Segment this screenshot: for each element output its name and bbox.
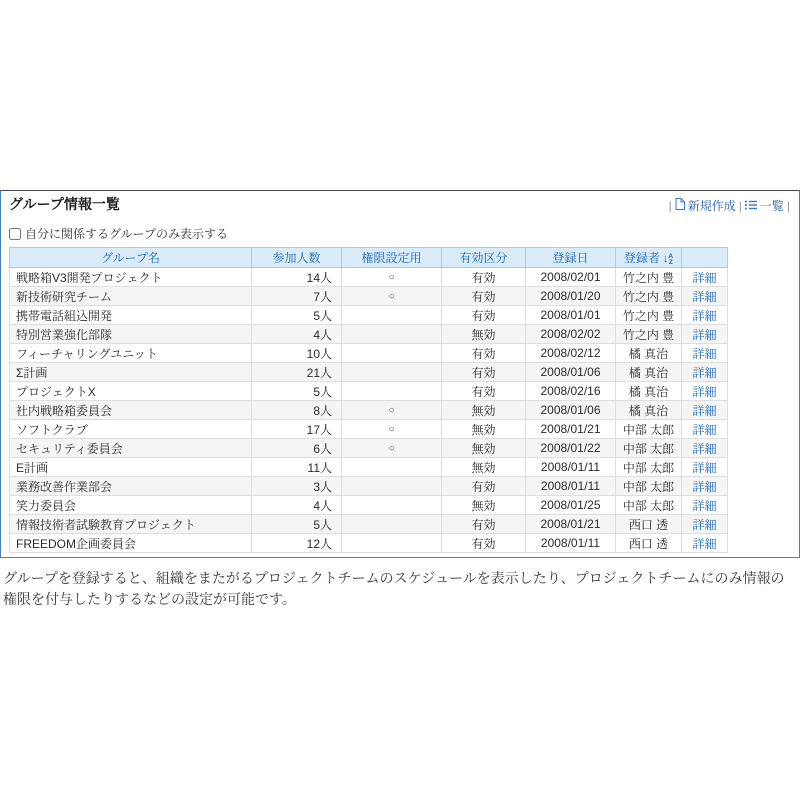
table-row <box>10 496 728 515</box>
separator: | <box>668 198 672 213</box>
detail-cell <box>682 458 728 477</box>
status-cell: 有効 <box>442 306 526 325</box>
register-date-cell: 2008/01/20 <box>526 287 616 306</box>
detail-link[interactable]: 詳細 <box>692 403 717 418</box>
permission-flag-cell <box>342 534 442 553</box>
registrant-cell: 中部 太郎 <box>616 496 682 515</box>
detail-cell <box>682 268 728 287</box>
status-cell: 有効 <box>442 534 526 553</box>
detail-link[interactable]: 詳細 <box>692 517 717 532</box>
column-header-member-count: 参加人数 <box>252 248 342 268</box>
registrant-cell: 西口 透 <box>616 515 682 534</box>
new-group-label: 新規作成 <box>687 199 736 213</box>
registrant-cell: 橘 真治 <box>616 344 682 363</box>
permission-flag-cell <box>342 515 442 534</box>
register-date-cell: 2008/01/01 <box>526 306 616 325</box>
member-count-cell: 5人 <box>252 306 342 325</box>
registrant-cell: 橘 真治 <box>616 401 682 420</box>
filter-own-groups-checkbox[interactable] <box>9 228 21 240</box>
table-row <box>10 382 728 401</box>
status-cell: 有効 <box>442 287 526 306</box>
list-icon <box>745 199 757 213</box>
table-row <box>10 534 728 553</box>
description-text: グループを登録すると、組織をまたがるプロジェクトチームのスケジュールを表示したり、プロジェクトチームにのみ情報の権限を付与したりするなどの設定が可能です。 <box>3 570 785 607</box>
status-cell: 無効 <box>442 420 526 439</box>
detail-link[interactable]: 詳細 <box>692 441 717 456</box>
detail-cell <box>682 382 728 401</box>
group-name-cell: 業務改善作業部会 <box>10 477 252 496</box>
register-date-cell: 2008/01/11 <box>526 477 616 496</box>
status-cell: 無効 <box>442 496 526 515</box>
registrant-cell: 中部 太郎 <box>616 420 682 439</box>
column-header-group-name: グループ名 <box>10 248 252 268</box>
table-row <box>10 401 728 420</box>
list-label: 一覧 <box>759 199 784 213</box>
registrant-cell: 竹之内 豊 <box>616 306 682 325</box>
register-date-cell: 2008/02/01 <box>526 268 616 287</box>
status-cell: 有効 <box>442 477 526 496</box>
group-name-cell: セキュリティ委員会 <box>10 439 252 458</box>
group-name-cell: 戦略箱V3開発プロジェクト <box>10 268 252 287</box>
table-row <box>10 363 728 382</box>
detail-link[interactable]: 詳細 <box>692 422 717 437</box>
permission-flag-cell: ○ <box>342 287 442 306</box>
column-header-permission: 権限設定用 <box>342 248 442 268</box>
member-count-cell: 14人 <box>252 268 342 287</box>
register-date-cell: 2008/01/06 <box>526 401 616 420</box>
status-cell: 有効 <box>442 344 526 363</box>
register-date-cell: 2008/01/11 <box>526 458 616 477</box>
permission-flag-cell <box>342 325 442 344</box>
member-count-cell: 12人 <box>252 534 342 553</box>
permission-flag-cell <box>342 344 442 363</box>
detail-cell <box>682 439 728 458</box>
column-header-register-date: 登録日 <box>526 248 616 268</box>
column-header-detail <box>682 248 728 268</box>
register-date-cell: 2008/01/21 <box>526 420 616 439</box>
detail-cell <box>682 420 728 439</box>
detail-link[interactable]: 詳細 <box>692 289 717 304</box>
permission-flag-cell <box>342 382 442 401</box>
separator: | <box>786 198 790 213</box>
registrant-cell: 竹之内 豊 <box>616 325 682 344</box>
permission-flag-cell <box>342 458 442 477</box>
list-link[interactable] <box>745 197 784 214</box>
table-row <box>10 515 728 534</box>
group-name-cell: 新技術研究チーム <box>10 287 252 306</box>
detail-link[interactable]: 詳細 <box>692 327 717 342</box>
panel-header <box>1 191 799 214</box>
table-row <box>10 477 728 496</box>
group-table <box>9 247 728 553</box>
table-row <box>10 306 728 325</box>
permission-flag-cell <box>342 477 442 496</box>
group-info-panel <box>0 190 800 558</box>
table-row <box>10 325 728 344</box>
member-count-cell: 10人 <box>252 344 342 363</box>
detail-link[interactable]: 詳細 <box>692 479 717 494</box>
detail-cell <box>682 534 728 553</box>
member-count-cell: 11人 <box>252 458 342 477</box>
detail-link[interactable]: 詳細 <box>692 270 717 285</box>
status-cell: 無効 <box>442 401 526 420</box>
member-count-cell: 4人 <box>252 325 342 344</box>
permission-flag-cell <box>342 306 442 325</box>
registrant-cell: 中部 太郎 <box>616 439 682 458</box>
register-date-cell: 2008/02/12 <box>526 344 616 363</box>
group-name-cell: フィーチャリングユニット <box>10 344 252 363</box>
member-count-cell: 5人 <box>252 382 342 401</box>
permission-flag-cell: ○ <box>342 268 442 287</box>
registrant-cell: 西口 透 <box>616 534 682 553</box>
member-count-cell: 4人 <box>252 496 342 515</box>
table-row <box>10 268 728 287</box>
member-count-cell: 7人 <box>252 287 342 306</box>
registrant-cell: 竹之内 豊 <box>616 287 682 306</box>
new-document-icon <box>675 198 685 213</box>
group-name-cell: FREEDOM企画委員会 <box>10 534 252 553</box>
member-count-cell: 5人 <box>252 515 342 534</box>
status-cell: 無効 <box>442 458 526 477</box>
group-name-cell: 笑力委員会 <box>10 496 252 515</box>
register-date-cell: 2008/01/11 <box>526 534 616 553</box>
group-name-cell: プロジェクトX <box>10 382 252 401</box>
register-date-cell: 2008/01/21 <box>526 515 616 534</box>
table-row <box>10 344 728 363</box>
registrant-cell: 橘 真治 <box>616 363 682 382</box>
column-header-registrant <box>616 248 682 268</box>
registrant-header-label: 登録者 <box>623 251 660 265</box>
table-header-row <box>10 248 728 268</box>
group-name-cell: 携帯電話組込開発 <box>10 306 252 325</box>
detail-link[interactable]: 詳細 <box>692 536 717 551</box>
permission-flag-cell: ○ <box>342 420 442 439</box>
detail-cell <box>682 363 728 382</box>
member-count-cell: 17人 <box>252 420 342 439</box>
detail-link[interactable]: 詳細 <box>692 460 717 475</box>
detail-link[interactable]: 詳細 <box>692 384 717 399</box>
registrant-cell: 中部 太郎 <box>616 458 682 477</box>
register-date-cell: 2008/01/22 <box>526 439 616 458</box>
status-cell: 有効 <box>442 268 526 287</box>
member-count-cell: 3人 <box>252 477 342 496</box>
detail-cell <box>682 477 728 496</box>
table-row <box>10 287 728 306</box>
member-count-cell: 8人 <box>252 401 342 420</box>
registrant-cell: 中部 太郎 <box>616 477 682 496</box>
register-date-cell: 2008/01/06 <box>526 363 616 382</box>
detail-cell <box>682 287 728 306</box>
detail-link[interactable]: 詳細 <box>692 498 717 513</box>
detail-cell <box>682 401 728 420</box>
permission-flag-cell <box>342 496 442 515</box>
detail-cell <box>682 306 728 325</box>
panel-actions <box>666 197 793 214</box>
column-header-status: 有効区分 <box>442 248 526 268</box>
permission-flag-cell: ○ <box>342 439 442 458</box>
group-name-cell: 社内戦略箱委員会 <box>10 401 252 420</box>
filter-own-groups <box>9 225 799 242</box>
table-row <box>10 458 728 477</box>
permission-flag-cell <box>342 363 442 382</box>
table-row <box>10 420 728 439</box>
status-cell: 有効 <box>442 515 526 534</box>
group-name-cell: Σ計画 <box>10 363 252 382</box>
detail-link[interactable]: 詳細 <box>692 346 717 361</box>
separator: | <box>738 198 742 213</box>
registrant-cell: 橘 真治 <box>616 382 682 401</box>
filter-own-groups-label: 自分に関係するグループのみ表示する <box>25 227 229 241</box>
group-name-cell: 特別営業強化部隊 <box>10 325 252 344</box>
group-name-cell: ソフトクラブ <box>10 420 252 439</box>
detail-link[interactable]: 詳細 <box>692 365 717 380</box>
member-count-cell: 21人 <box>252 363 342 382</box>
status-cell: 無効 <box>442 439 526 458</box>
sort-az-icon[interactable]: ↓ A Z <box>662 253 674 266</box>
group-name-cell: E計画 <box>10 458 252 477</box>
member-count-cell: 6人 <box>252 439 342 458</box>
detail-cell <box>682 515 728 534</box>
registrant-cell: 竹之内 豊 <box>616 268 682 287</box>
status-cell: 有効 <box>442 363 526 382</box>
detail-cell <box>682 325 728 344</box>
register-date-cell: 2008/02/02 <box>526 325 616 344</box>
register-date-cell: 2008/01/25 <box>526 496 616 515</box>
status-cell: 有効 <box>442 382 526 401</box>
table-row <box>10 439 728 458</box>
register-date-cell: 2008/02/16 <box>526 382 616 401</box>
detail-link[interactable]: 詳細 <box>692 308 717 323</box>
detail-cell <box>682 344 728 363</box>
new-group-link[interactable] <box>675 197 736 214</box>
page-title: グループ情報一覧 <box>9 196 120 212</box>
permission-flag-cell: ○ <box>342 401 442 420</box>
status-cell: 無効 <box>442 325 526 344</box>
detail-cell <box>682 496 728 515</box>
group-name-cell: 情報技術者試験教育プロジェクト <box>10 515 252 534</box>
